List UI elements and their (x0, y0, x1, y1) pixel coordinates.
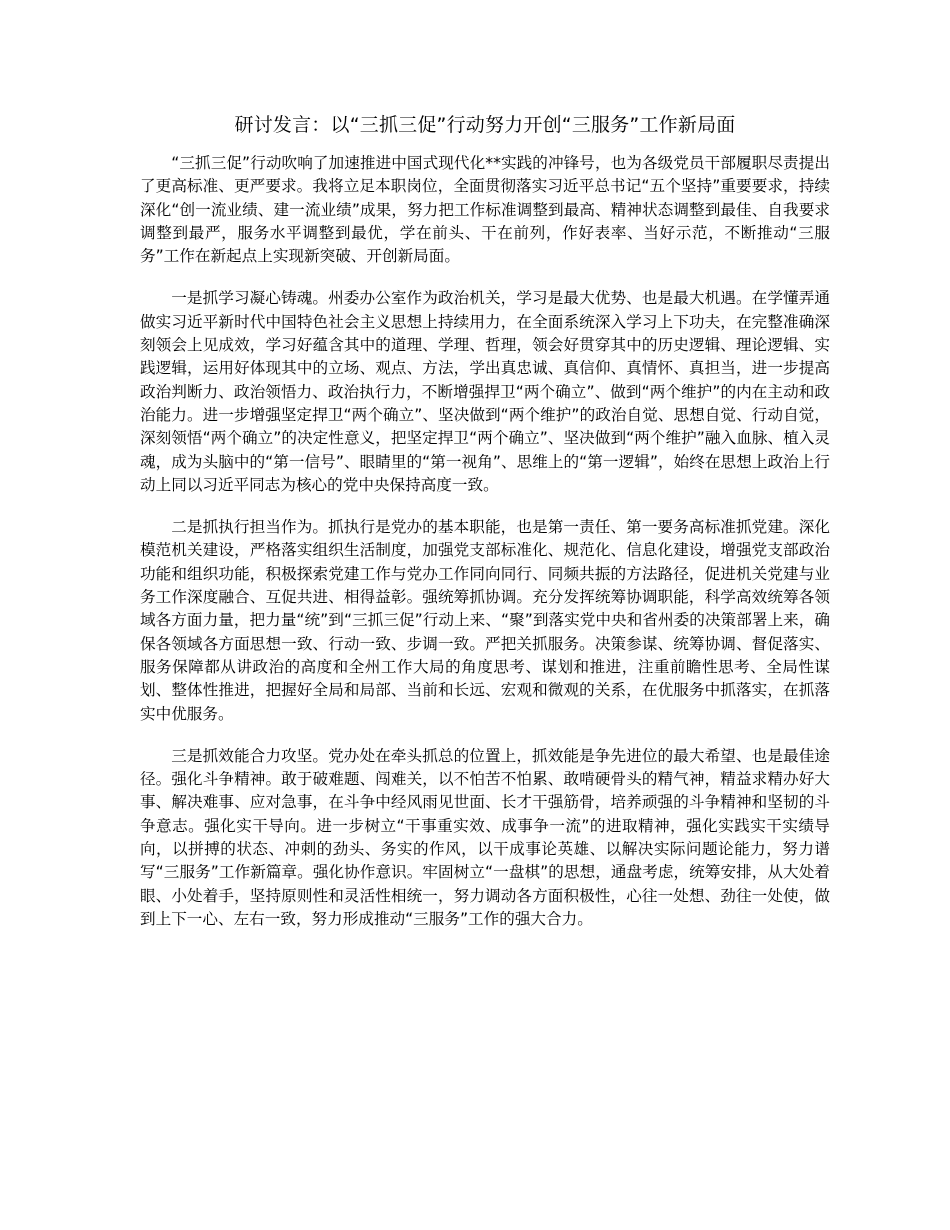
document-title: 研讨发言：以“三抓三促”行动努力开创“三服务”工作新局面 (234, 114, 736, 136)
paragraph-study: 一是抓学习凝心铸魂。州委办公室作为政治机关，学习是最大优势、也是最大机遇。在学懂弄通做实习近平新时代中国特色社会主义思想上持续用力，在全面系统深入学习上下功夫，在完整准确深刻领会上见成效，学习好蕴含其中的道理、学理、哲理，领会好贯穿其中的历史逻辑、理论逻辑、实践逻辑，运用好体现其中的立场、观点、方法，学出真忠诚、真信仰、真情怀、真担当，进一步提高政治判断力、政治领悟力、政治执行力，不断增强捍卫“两个确立”、做到“两个维护”的内在主动和政治能力。进一步增强坚定捍卫“两个确立”、坚决做到“两个维护”的政治自觉、思想自觉、行动自觉，深刻领悟“两个确立”的决定性意义，把坚定捍卫“两个确立”、坚决做到“两个维护”融入血脉、植入灵魂，成为头脑中的“第一信号”、眼睛里的“第一视角”、思维上的“第一逻辑”，始终在思想上政治上行动上同以习近平同志为核心的党中央保持高度一致。 (140, 289, 830, 494)
paragraph-intro: “三抓三促”行动吹响了加速推进中国式现代化**实践的冲锋号，也为各级党员干部履职尽责提出了更高标准、更严要求。我将立足本职岗位，全面贯彻落实习近平总书记“五个坚持”重要要求，持续深化“创一流业绩、建一流业绩”成果，努力把工作标准调整到最高、精神状态调整到最佳、自我要求调整到最严，服务水平调整到最优，学在前头、干在前列，作好表率、当好示范，不断推动“三服务”工作在新起点上实现新突破、开创新局面。 (140, 154, 830, 266)
paragraph-efficiency: 三是抓效能合力攻坚。党办处在牵头抓总的位置上，抓效能是争先进位的最大希望、也是最佳途径。强化斗争精神。敢于破难题、闯难关，以不怕苦不怕累、敢啃硬骨头的精气神，精益求精办好大事、解决难事、应对急事，在斗争中经风雨见世面、长才干强筋骨，培养顽强的斗争精神和坚韧的斗争意志。强化实干导向。进一步树立“干事重实效、成事争一流”的进取精神，强化实践实干实绩导向，以拼搏的状态、冲刺的劲头、务实的作风，以干成事论英雄、以解决实际问题论能力，努力谱写“三服务”工作新篇章。强化协作意识。牢固树立“一盘棋”的思想，通盘考虑，统筹安排，从大处着眼、小处着手，坚持原则性和灵活性相统一，努力调动各方面积极性，心往一处想、劲往一处使，做到上下一心、左右一致，努力形成推动“三服务”工作的强大合力。 (140, 746, 830, 928)
document-page (140, 110, 830, 950)
paragraph-execution: 二是抓执行担当作为。抓执行是党办的基本职能，也是第一责任、第一要务高标准抓党建。深化模范机关建设，严格落实组织生活制度，加强党支部标准化、规范化、信息化建设，增强党支部政治功能和组织功能，积极探索党建工作与党办工作同向同行、同频共振的方法路径，促进机关党建与业务工作深度融合、互促共进、相得益彰。强统筹抓协调。充分发挥统筹协调职能，科学高效统筹各领域各方面力量，把力量“统”到“三抓三促”行动上来、“聚”到落实党中央和省州委的决策部署上来，确保各领域各方面思想一致、行动一致、步调一致。严把关抓服务。决策参谋、统筹协调、督促落实、服务保障都从讲政治的高度和全州工作大局的角度思考、谋划和推进，注重前瞻性思考、全局性谋划、整体性推进，把握好全局和局部、当前和长远、宏观和微观的关系，在优服务中抓落实，在抓落实中优服务。 (140, 518, 830, 723)
